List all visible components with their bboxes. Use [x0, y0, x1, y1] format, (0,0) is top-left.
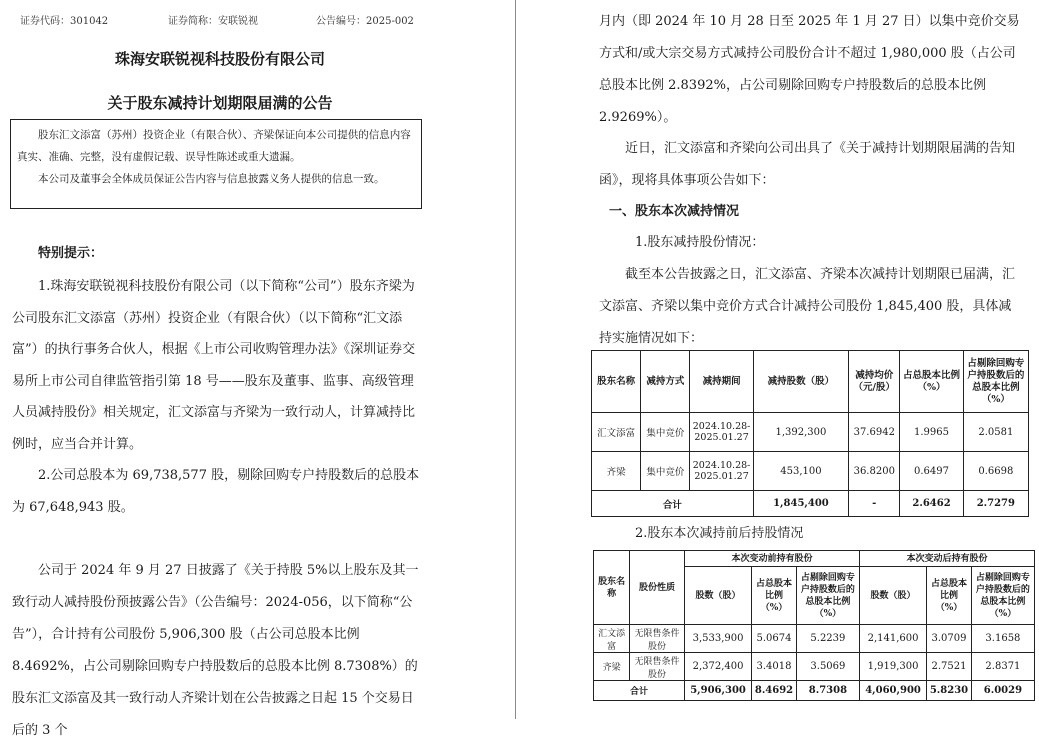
th-price: 减持均价（元/股）: [849, 351, 900, 413]
page-divider: [515, 0, 516, 719]
th-before-shares: 股数（股）: [684, 567, 751, 625]
table-total-row: [592, 491, 1029, 517]
cell-total-shares: 1,845,400: [753, 491, 848, 517]
special-heading: 特别提示：: [38, 246, 104, 261]
notice-number: 公告编号：2025-002: [316, 16, 414, 27]
announcement-title: 关于股东减持计划期限届满的公告: [107, 94, 333, 112]
cell-name: 汇文添富: [592, 413, 641, 452]
th-before-ratio1: 占总股本比例（%）: [752, 567, 797, 625]
cell-period-start: 2024.10.28-: [692, 460, 751, 471]
cell-after-ratio1: 2.7521: [927, 653, 972, 681]
reduction-table: [591, 350, 1029, 517]
statement-line-2: 本公司及董事会全体成员保证公告内容与信息披露义务人提供的信息一致。: [38, 173, 385, 185]
cell-price: 36.8200: [849, 452, 900, 491]
cell-after-shares: 2,141,600: [859, 625, 926, 653]
table-row: [594, 625, 1035, 653]
th-ratio1: 占总股本比例（%）: [900, 351, 963, 413]
table-row: [592, 452, 1029, 491]
th-nature: 股份性质: [630, 551, 685, 625]
body-paragraph-1-cont: 月内（即 2024 年 10 月 28 日至 2025 年 1 月 27 日）以集中竞价交易方式和/或大宗交易方式减持公司股份合计不超过 1,980,000 股（占公司总股本比例 2.8392%，占公司剔除回购专户持股数后的总股本比例 2.9269%）。: [599, 14, 1020, 125]
cell-price: 37.6942: [849, 413, 900, 452]
company-title: 珠海安联锐视科技股份有限公司: [114, 50, 325, 68]
cell-before-ratio2: 5.2239: [796, 625, 859, 653]
cell-nature: 无限售条件股份: [630, 653, 685, 681]
table-row: [594, 653, 1035, 681]
th-name: 股东名称: [592, 351, 641, 413]
cell-nature: 无限售条件股份: [630, 625, 685, 653]
table-total-row: [594, 681, 1035, 701]
th-method: 减持方式: [641, 351, 690, 413]
holding-table: [593, 550, 1035, 701]
cell-after-ratio1: 3.0709: [927, 625, 972, 653]
cell-total-ratio2: 2.7279: [963, 491, 1028, 517]
cell-ratio1: 1.9965: [900, 413, 963, 452]
cell-before-shares: 2,372,400: [684, 653, 751, 681]
table-header-row: [592, 351, 1029, 413]
cell-total-ratio1: 2.6462: [900, 491, 963, 517]
special-item-1: 1.珠海安联锐视科技股份有限公司（以下简称“公司”）股东齐梁为公司股东汇文添富（苏州）投资企业（有限合伙）（以下简称“汇文添富”）的执行事务合伙人，根据《上市公司收购管理办法》《深圳证券交易所上市公司自律监管指引第 18 号——股东及董事、监事、高级管理人员减持股份》相关规定，汇文添富与齐梁为一致行动人，计算减持比例时，应当合并计算。: [12, 279, 416, 452]
section-1-heading: 一、股东本次减持情况: [609, 204, 740, 219]
cell-before-ratio1: 3.4018: [752, 653, 797, 681]
cell-total-after-ratio1: 5.8230: [927, 681, 972, 701]
cell-total-before-ratio1: 8.4692: [752, 681, 797, 701]
cell-after-ratio2: 2.8371: [971, 653, 1034, 681]
body-paragraph-2: 近日，汇文添富和齐梁向公司出具了《关于减持计划期限届满的告知函》，现将具体事项公告如下：: [599, 141, 1016, 188]
cell-before-shares: 3,533,900: [684, 625, 751, 653]
table-header-row: [594, 551, 1035, 567]
cell-total-after-shares: 4,060,900: [859, 681, 926, 701]
th-after: 本次变动后持有股份: [859, 551, 1034, 567]
cell-total-after-ratio2: 6.0029: [971, 681, 1034, 701]
th-after-ratio2: 占剔除回购专户持股数后的总股本比例（%）: [971, 567, 1034, 625]
th-after-shares: 股数（股）: [859, 567, 926, 625]
stock-code: 证券代码：301042: [20, 16, 109, 27]
th-name: 股东名称: [594, 551, 630, 625]
left-page: [0, 0, 515, 738]
cell-ratio2: 2.0581: [963, 413, 1028, 452]
th-ratio2: 占剔除回购专户持股数后的总股本比例（%）: [963, 351, 1028, 413]
stock-abbr: 证券简称：安联锐视: [168, 16, 258, 27]
cell-ratio2: 0.6698: [963, 452, 1028, 491]
cell-after-shares: 1,919,300: [859, 653, 926, 681]
statement-line-1: 股东汇文添富（苏州）投资企业（有限合伙）、齐梁保证向本公司提供的信息内容真实、准确、完整，没有虚假记载、误导性陈述或重大遗漏。: [17, 129, 411, 163]
cell-shares: 1,392,300: [753, 413, 848, 452]
sub-heading-1: 1.股东减持股份情况：: [635, 235, 765, 250]
th-after-ratio1: 占总股本比例（%）: [927, 567, 972, 625]
cell-before-ratio1: 5.0674: [752, 625, 797, 653]
th-before-ratio2: 占剔除回购专户持股数后的总股本比例（%）: [796, 567, 859, 625]
cell-period-end: 2025.01.27: [694, 432, 749, 443]
sub-heading-2: 2.股东本次减持前后持股情况: [635, 526, 804, 541]
cell-shares: 453,100: [753, 452, 848, 491]
cell-name: 汇文添富: [594, 625, 630, 653]
cell-method: 集中竞价: [641, 452, 690, 491]
statement-box: [10, 119, 422, 209]
th-period: 减持期间: [690, 351, 753, 413]
body-paragraph-1: 公司于 2024 年 9 月 27 日披露了《关于持股 5%以上股东及其一致行动人减持股份预披露公告》（公告编号：2024-056，以下简称“公告”），合计持有公司股份 5,906,300 股（占公司总股本比例 8.4692%，占公司剔除回购专户持股数后的总股本比例 8.7308%）的股东汇文添富及其一致行动人齐梁计划在公告披露之日起 15 个交易日后的 3 个: [12, 563, 419, 738]
cell-name: 齐梁: [594, 653, 630, 681]
cell-total-label: 合计: [592, 491, 754, 517]
special-item-2: 2.公司总股本为 69,738,577 股，剔除回购专户持股数后的总股本为 67,648,943 股。: [12, 468, 420, 515]
cell-name: 齐梁: [592, 452, 641, 491]
cell-before-ratio2: 3.5069: [796, 653, 859, 681]
body-paragraph-3: 截至本公告披露之日，汇文添富、齐梁本次减持计划期限已届满，汇文添富、齐梁以集中竞价方式合计减持公司股份 1,845,400 股，具体减持实施情况如下：: [599, 267, 1016, 346]
table-row: [592, 413, 1029, 452]
right-page: [517, 0, 1039, 719]
cell-total-label: 合计: [594, 681, 685, 701]
cell-total-before-shares: 5,906,300: [684, 681, 751, 701]
th-before: 本次变动前持有股份: [684, 551, 859, 567]
cell-method: 集中竞价: [641, 413, 690, 452]
cell-total-before-ratio2: 8.7308: [796, 681, 859, 701]
cell-total-price: -: [849, 491, 900, 517]
cell-after-ratio2: 3.1658: [971, 625, 1034, 653]
cell-period: [690, 452, 753, 491]
cell-period-end: 2025.01.27: [694, 471, 749, 482]
th-shares: 减持股数（股）: [753, 351, 848, 413]
cell-ratio1: 0.6497: [900, 452, 963, 491]
cell-period: [690, 413, 753, 452]
cell-period-start: 2024.10.28-: [692, 421, 751, 432]
